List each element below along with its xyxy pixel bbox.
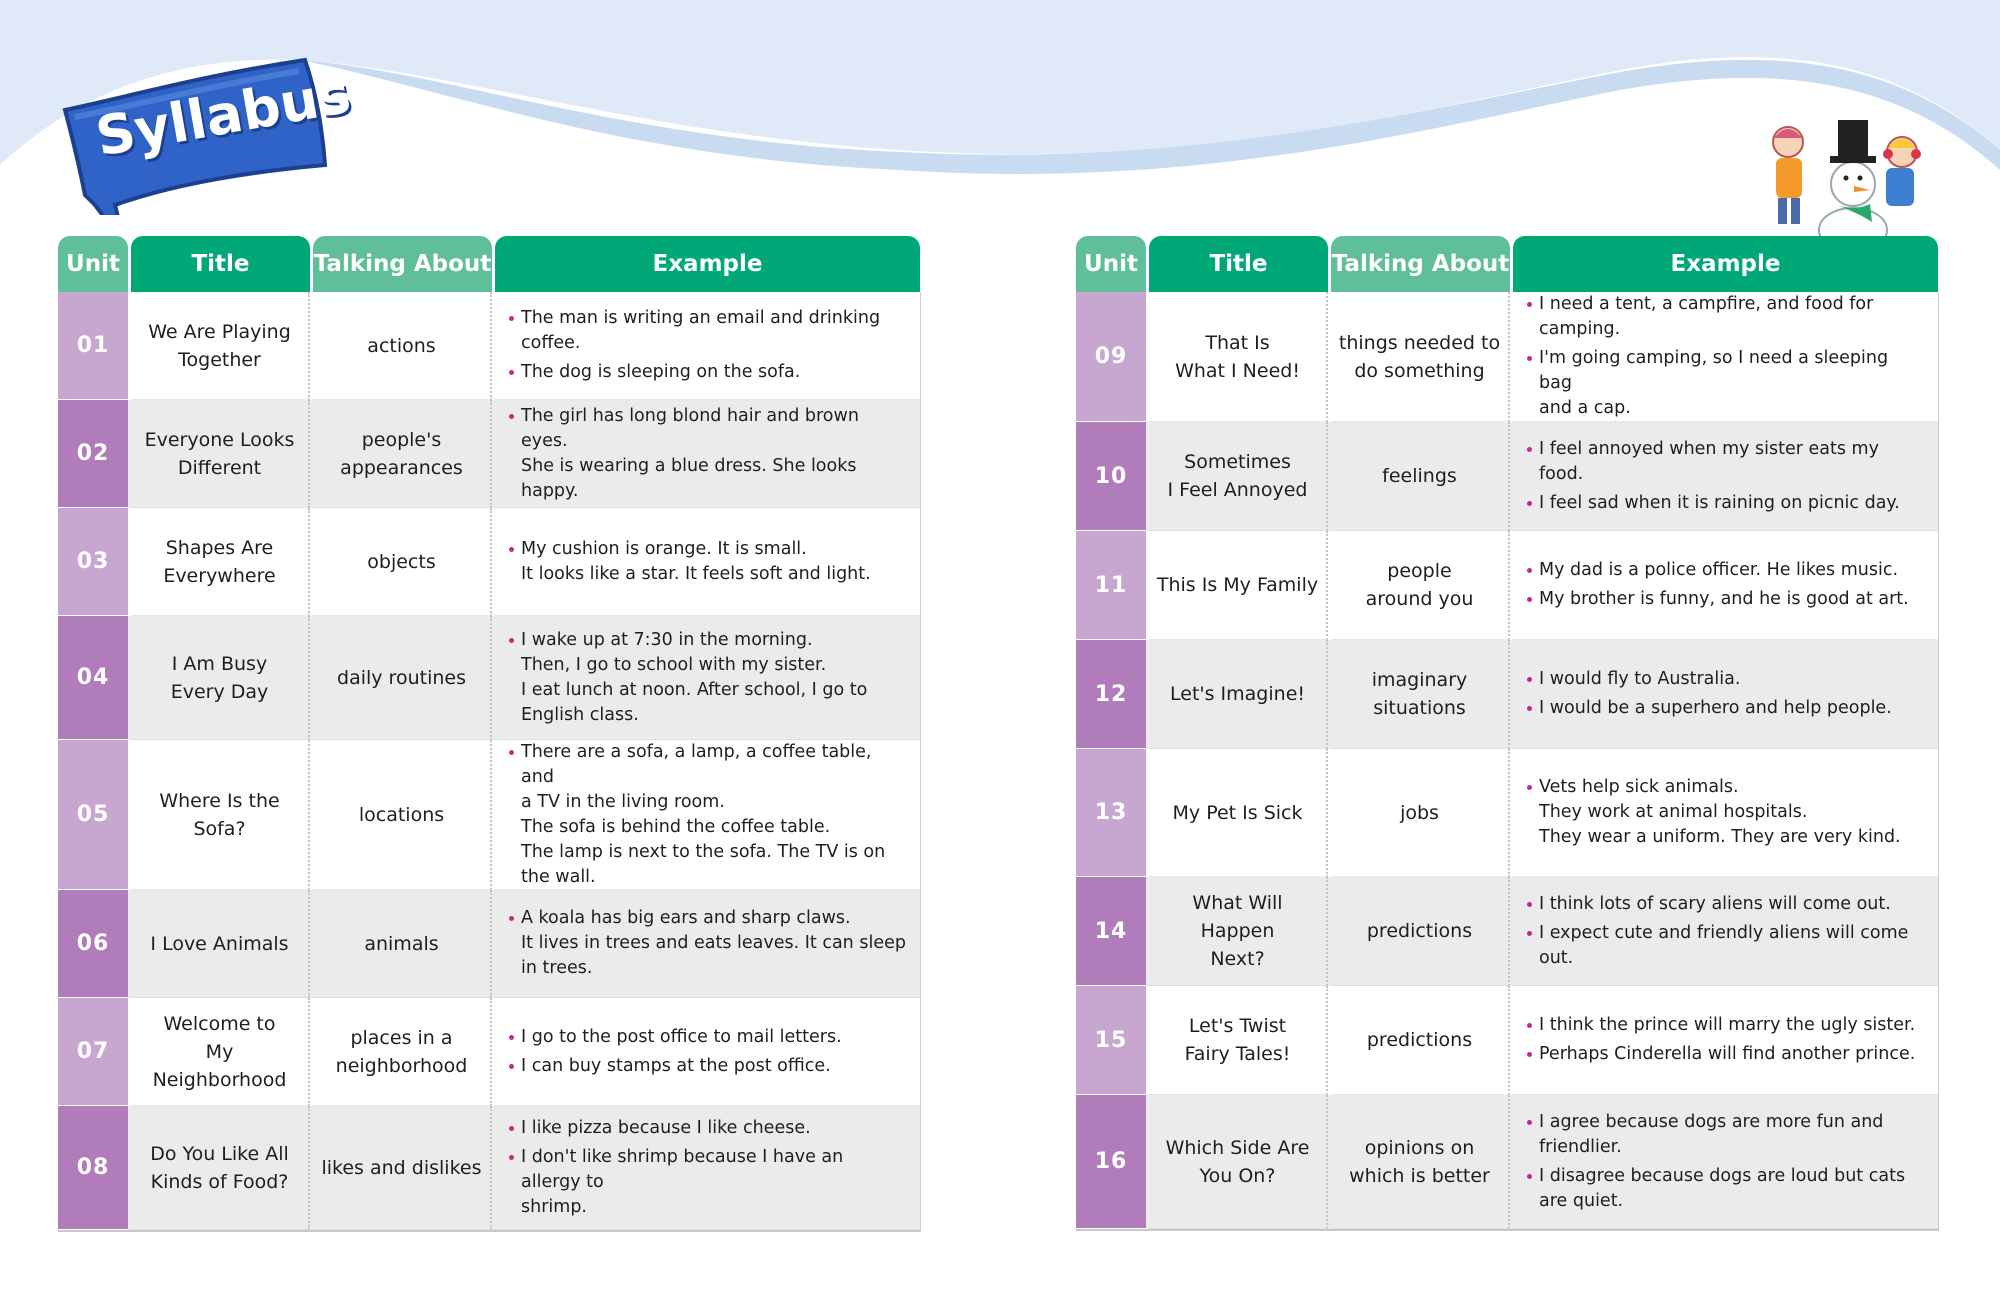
example-item: I expect cute and friendly aliens will come out.: [1527, 921, 1924, 971]
unit-examples: [495, 400, 920, 508]
unit-number: 13: [1076, 749, 1146, 877]
unit-examples: [495, 508, 920, 616]
example-item: Vets help sick animals. They work at animal hospitals. They wear a uniform. They are very kind.: [1527, 775, 1901, 850]
example-item: I don't like shrimp because I have an allergy to shrimp.: [509, 1145, 906, 1220]
unit-examples: [1513, 422, 1938, 531]
unit-number: 16: [1076, 1095, 1146, 1229]
example-item: My brother is funny, and he is good at art.: [1527, 587, 1909, 612]
header-unit: Unit: [58, 236, 128, 292]
unit-title: I Love Animals: [131, 890, 310, 998]
unit-number: 09: [1076, 292, 1146, 422]
unit-examples: [1513, 749, 1938, 877]
unit-examples: [495, 1106, 920, 1230]
table-row: [58, 890, 921, 998]
unit-number: 05: [58, 740, 128, 890]
unit-title: Shapes Are Everywhere: [131, 508, 310, 616]
unit-title: Welcome to My Neighborhood: [131, 998, 310, 1106]
unit-examples: [495, 616, 920, 740]
unit-topic: predictions: [1331, 986, 1510, 1095]
header-example: Example: [495, 236, 920, 292]
example-item: I wake up at 7:30 in the morning. Then, I go to school with my sister. I eat lunch at noon. After school, I go to English class.: [509, 628, 906, 728]
example-item: My cushion is orange. It is small. It looks like a star. It feels soft and light.: [509, 537, 871, 587]
unit-title: Which Side Are You On?: [1149, 1095, 1328, 1229]
unit-title: I Am Busy Every Day: [131, 616, 310, 740]
table-row: [58, 508, 921, 616]
unit-examples: [1513, 292, 1938, 422]
unit-number: 12: [1076, 640, 1146, 749]
unit-number: 10: [1076, 422, 1146, 531]
unit-number: 04: [58, 616, 128, 740]
table-header: [58, 236, 921, 292]
table-row: [1076, 422, 1939, 531]
example-item: I think the prince will marry the ugly sister.: [1527, 1013, 1915, 1038]
unit-examples: [495, 890, 920, 998]
unit-title: Everyone Looks Different: [131, 400, 310, 508]
unit-title: Let's Imagine!: [1149, 640, 1328, 749]
header-title: Title: [1149, 236, 1328, 292]
example-item: I feel sad when it is raining on picnic day.: [1527, 491, 1924, 516]
unit-number: 01: [58, 292, 128, 400]
header-unit: Unit: [1076, 236, 1146, 292]
unit-examples: [495, 998, 920, 1106]
unit-title: This Is My Family: [1149, 531, 1328, 640]
unit-topic: objects: [313, 508, 492, 616]
table-row: [58, 740, 921, 890]
example-item: I feel annoyed when my sister eats my food.: [1527, 437, 1924, 487]
header-example: Example: [1513, 236, 1938, 292]
unit-title: Where Is the Sofa?: [131, 740, 310, 890]
unit-topic: daily routines: [313, 616, 492, 740]
table-row: [58, 1106, 921, 1230]
unit-number: 02: [58, 400, 128, 508]
example-item: Perhaps Cinderella will find another prince.: [1527, 1042, 1915, 1067]
syllabus-table-right: [1076, 236, 1939, 1231]
header-title: Title: [131, 236, 310, 292]
table-row: [58, 292, 921, 400]
example-item: There are a sofa, a lamp, a coffee table, and a TV in the living room. The sofa is behind the coffee table. The lamp is next to the sofa. The TV is on the wall.: [509, 740, 906, 890]
unit-number: 08: [58, 1106, 128, 1230]
unit-number: 11: [1076, 531, 1146, 640]
unit-topic: animals: [313, 890, 492, 998]
table-header: [1076, 236, 1939, 292]
unit-topic: people around you: [1331, 531, 1510, 640]
example-item: The girl has long blond hair and brown eyes. She is wearing a blue dress. She looks happy.: [509, 404, 906, 504]
unit-examples: [495, 292, 920, 400]
unit-number: 07: [58, 998, 128, 1106]
unit-topic: jobs: [1331, 749, 1510, 877]
example-item: My dad is a police officer. He likes music.: [1527, 558, 1909, 583]
example-item: I need a tent, a campfire, and food for camping.: [1527, 292, 1924, 342]
example-item: I think lots of scary aliens will come out.: [1527, 892, 1924, 917]
unit-number: 06: [58, 890, 128, 998]
unit-title: Do You Like All Kinds of Food?: [131, 1106, 310, 1230]
example-item: I agree because dogs are more fun and friendlier.: [1527, 1110, 1924, 1160]
header-talking-about: Talking About: [1331, 236, 1510, 292]
unit-number: 03: [58, 508, 128, 616]
table-row: [1076, 986, 1939, 1095]
unit-examples: [1513, 531, 1938, 640]
unit-title: That Is What I Need!: [1149, 292, 1328, 422]
table-body: [1076, 292, 1939, 1231]
example-item: The man is writing an email and drinking coffee.: [509, 306, 906, 356]
header-talking-about: Talking About: [313, 236, 492, 292]
unit-topic: people's appearances: [313, 400, 492, 508]
unit-topic: actions: [313, 292, 492, 400]
example-item: I can buy stamps at the post office.: [509, 1054, 842, 1079]
kids-snowman-illustration: [1758, 112, 1928, 252]
example-item: A koala has big ears and sharp claws. It lives in trees and eats leaves. It can sleep in trees.: [509, 906, 906, 981]
unit-examples: [1513, 1095, 1938, 1229]
unit-title: We Are Playing Together: [131, 292, 310, 400]
example-item: I would fly to Australia.: [1527, 667, 1892, 692]
unit-topic: opinions on which is better: [1331, 1095, 1510, 1229]
unit-title: What Will Happen Next?: [1149, 877, 1328, 986]
example-item: I disagree because dogs are loud but cats are quiet.: [1527, 1164, 1924, 1214]
unit-topic: locations: [313, 740, 492, 890]
page-title: Syllabus: [91, 61, 356, 169]
unit-topic: places in a neighborhood: [313, 998, 492, 1106]
example-item: I go to the post office to mail letters.: [509, 1025, 842, 1050]
example-item: I would be a superhero and help people.: [1527, 696, 1892, 721]
table-row: [1076, 749, 1939, 877]
unit-topic: feelings: [1331, 422, 1510, 531]
unit-topic: things needed to do something: [1331, 292, 1510, 422]
table-row: [58, 616, 921, 740]
example-item: I'm going camping, so I need a sleeping bag and a cap.: [1527, 346, 1924, 421]
table-row: [1076, 877, 1939, 986]
unit-examples: [1513, 986, 1938, 1095]
unit-topic: predictions: [1331, 877, 1510, 986]
unit-examples: [1513, 640, 1938, 749]
unit-examples: [495, 740, 920, 890]
table-row: [1076, 531, 1939, 640]
table-row: [58, 400, 921, 508]
example-item: I like pizza because I like cheese.: [509, 1116, 906, 1141]
unit-number: 14: [1076, 877, 1146, 986]
unit-title: Let's Twist Fairy Tales!: [1149, 986, 1328, 1095]
unit-examples: [1513, 877, 1938, 986]
table-row: [1076, 292, 1939, 422]
table-row: [1076, 1095, 1939, 1229]
unit-title: My Pet Is Sick: [1149, 749, 1328, 877]
example-item: The dog is sleeping on the sofa.: [509, 360, 906, 385]
table-row: [58, 998, 921, 1106]
syllabus-table-left: [58, 236, 921, 1232]
unit-title: Sometimes I Feel Annoyed: [1149, 422, 1328, 531]
unit-topic: imaginary situations: [1331, 640, 1510, 749]
unit-number: 15: [1076, 986, 1146, 1095]
table-body: [58, 292, 921, 1232]
unit-topic: likes and dislikes: [313, 1106, 492, 1230]
table-row: [1076, 640, 1939, 749]
